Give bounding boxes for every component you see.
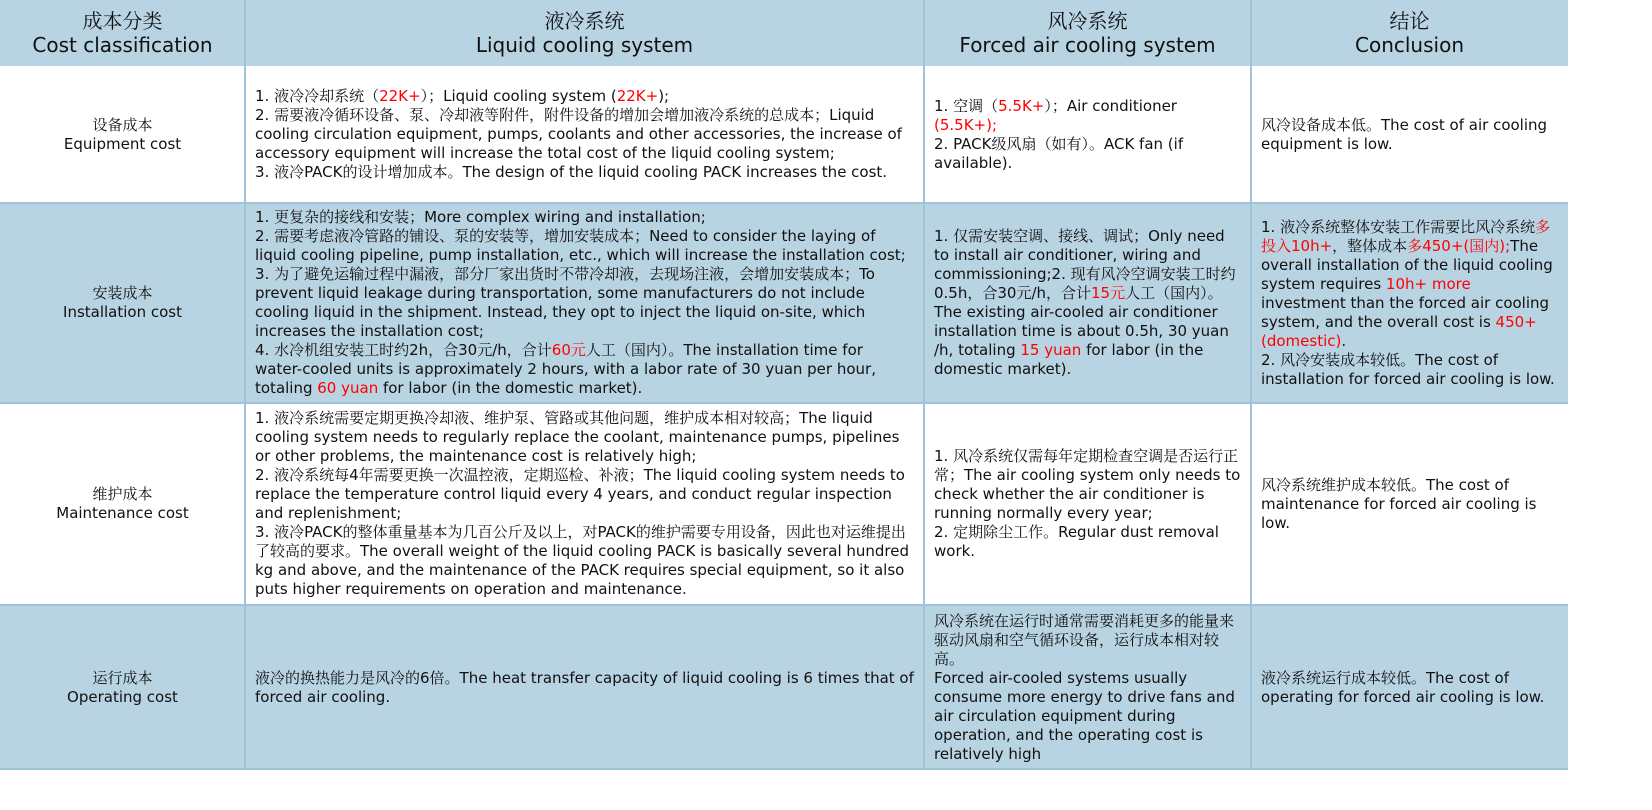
liquid-cell-maintenance bbox=[245, 403, 924, 605]
air-maintenance-line-2: 2. 定期除尘工作。Regular dust removal work. bbox=[934, 523, 1219, 560]
liquid-maintenance-line-3: 3. 液冷PACK的整体重量基本为几百公斤及以上，对PACK的维护需要专用设备，因此也对运维提出了较高的要求。The overall weight of the liquid cooling PACK is basically several hundred kg and above, and the maintenance of the PACK requires special equipment, so it also puts higher requirements on operation and maintenance. bbox=[255, 523, 910, 598]
category-en: Installation cost bbox=[63, 303, 182, 321]
highlight-value: 22K+ bbox=[616, 87, 659, 105]
conclusion-cell-installation bbox=[1251, 203, 1568, 403]
liquid-installation-line-1: 1. 更复杂的接线和安装；More complex wiring and installation; bbox=[255, 208, 706, 226]
column-divider bbox=[923, 0, 925, 770]
air-cell-operating bbox=[924, 605, 1251, 770]
liquid-equipment-line-3: 3. 液冷PACK的设计增加成本。The design of the liquid cooling PACK increases the cost. bbox=[255, 163, 888, 181]
text-segment: investment than the forced air cooling system, and the overall cost is bbox=[1261, 293, 1550, 331]
highlight-value: (5.5K+); bbox=[934, 115, 998, 134]
category-en: Maintenance cost bbox=[56, 504, 189, 522]
highlight-value: 5.5K+ bbox=[998, 96, 1045, 115]
conclusion-cell-equipment bbox=[1251, 66, 1568, 203]
text-segment: 4. 水冷机组安装工时约2h，合30元/h，合计 bbox=[255, 341, 552, 359]
liquid-maintenance-line-1: 1. 液冷系统需要定期更换冷却液、维护泵、管路或其他问题，维护成本相对较高；The liquid cooling system needs to regularly replace the coolant, maintenance pumps, pipelines or other problems, the maintenance cost is relatively high; bbox=[255, 409, 900, 465]
air-cell-maintenance bbox=[924, 403, 1251, 605]
liquid-operating-text: 液冷的换热能力是风冷的6倍。The heat transfer capacity of liquid cooling is 6 times that of forced air cooling. bbox=[255, 668, 914, 706]
liquid-installation-line-3: 3. 为了避免运输过程中漏液，部分厂家出货时不带冷却液，去现场注液，会增加安装成本；To prevent liquid leakage during transportation, some manufacturers do not include cooling liquid in the shipment. Instead, they opt to inject the liquid on-site, which increases the installation cost; bbox=[255, 265, 875, 340]
text-segment: 人工（国内）。The installation time for water-cooled units is approximately 2 hours, with a labor rate of 30 yuan per hour, totaling bbox=[255, 341, 876, 397]
liquid-cell-equipment bbox=[245, 66, 924, 203]
text-segment: ); bbox=[658, 87, 670, 105]
column-divider bbox=[1250, 0, 1252, 770]
category-zh: 维护成本 bbox=[92, 485, 153, 503]
liquid-cell-operating bbox=[245, 605, 924, 770]
header-category-zh: 成本分类 bbox=[82, 9, 163, 33]
highlight-value: 15 yuan bbox=[1020, 341, 1082, 359]
header-liquid-en: Liquid cooling system bbox=[475, 33, 694, 57]
header-conclusion-zh: 结论 bbox=[1389, 9, 1430, 33]
header-conclusion bbox=[1251, 0, 1568, 66]
category-cell-installation bbox=[0, 203, 245, 403]
air-equipment-line-2: 2. PACK级风扇（如有）。ACK fan (if available). bbox=[934, 134, 1184, 172]
text-segment: ）；Liquid cooling system ( bbox=[420, 87, 617, 105]
row-divider bbox=[0, 604, 1568, 606]
air-installation-text bbox=[934, 227, 1241, 379]
text-segment: 1. 仅需安装空调、接线、调试；Only need to install air conditioner, wiring and commissioning;2. 现有风冷空调安装工时约0.5h，合30元/h，合计 bbox=[934, 227, 1236, 302]
text-segment: 1. 空调（ bbox=[934, 96, 999, 115]
conclusion-installation-line-1 bbox=[1261, 218, 1558, 351]
conclusion-cell-operating bbox=[1251, 605, 1568, 770]
highlight-value: 60元 bbox=[551, 341, 586, 359]
highlight-value: 15元 bbox=[1091, 284, 1126, 302]
highlight-value: 多450+(国内); bbox=[1407, 236, 1511, 255]
conclusion-operating-text: 液冷系统运行成本较低。The cost of operating for forced air cooling is low. bbox=[1261, 668, 1545, 706]
conclusion-maintenance-text: 风冷系统维护成本较低。The cost of maintenance for forced air cooling is low. bbox=[1261, 475, 1537, 532]
row-divider bbox=[0, 202, 1568, 204]
highlight-value: 22K+ bbox=[379, 87, 421, 105]
header-category bbox=[0, 0, 245, 66]
liquid-cell-installation bbox=[245, 203, 924, 403]
text-segment: 1. 液冷系统整体安装工作需要比风冷系统 bbox=[1261, 217, 1536, 236]
category-cell-equipment bbox=[0, 66, 245, 203]
liquid-equipment-line-2: 2. 需要液冷循环设备、泵、冷却液等附件，附件设备的增加会增加液冷系统的总成本；Liquid cooling circulation equipment, pumps, coolants and other accessories, the increase of accessory equipment will increase the total cost of the liquid cooling system; bbox=[255, 106, 902, 162]
header-air-en: Forced air cooling system bbox=[959, 33, 1216, 57]
header-liquid bbox=[245, 0, 924, 66]
category-zh: 运行成本 bbox=[92, 668, 153, 687]
air-cell-installation bbox=[924, 203, 1251, 403]
row-divider bbox=[0, 402, 1568, 404]
air-cell-equipment bbox=[924, 66, 1251, 203]
header-category-en: Cost classification bbox=[32, 33, 213, 57]
air-maintenance-line-1: 1. 风冷系统仅需每年定期检查空调是否运行正常；The air cooling system only needs to check whether the air conditioner is running normally every year; bbox=[934, 447, 1241, 522]
text-segment: for labor (in the domestic market). bbox=[934, 341, 1204, 378]
table-header-row bbox=[0, 0, 1568, 68]
table-row-equipment bbox=[0, 66, 1568, 203]
table-row-installation bbox=[0, 203, 1568, 403]
air-operating-line-2: Forced air-cooled systems usually consume more energy to drive fans and air circulation equipment during operation, and the operating cost is relatively high bbox=[934, 668, 1235, 763]
category-en: Operating cost bbox=[67, 687, 178, 706]
liquid-installation-line-4 bbox=[255, 341, 914, 398]
category-zh: 设备成本 bbox=[92, 115, 153, 134]
highlight-value: 450+(domestic) bbox=[1261, 312, 1537, 350]
conclusion-equipment-text: 风冷设备成本低。The cost of air cooling equipment is low. bbox=[1261, 115, 1548, 153]
text-segment: 人工（国内）。The existing air-cooled air conditioner installation time is about 0.5h, 30 yuan /h, totaling bbox=[934, 284, 1229, 359]
row-divider bbox=[0, 768, 1568, 770]
category-cell-maintenance bbox=[0, 403, 245, 605]
text-segment: ）；Air conditioner bbox=[1044, 96, 1177, 115]
category-cell-operating bbox=[0, 605, 245, 770]
highlight-value: 60 yuan bbox=[317, 379, 379, 397]
header-liquid-zh: 液冷系统 bbox=[544, 9, 625, 33]
highlight-value: 10h+ more bbox=[1385, 274, 1471, 293]
air-operating-line-1: 风冷系统在运行时通常需要消耗更多的能量来驱动风扇和空气循环设备，运行成本相对较高。 bbox=[934, 611, 1235, 668]
text-segment: for labor (in the domestic market). bbox=[378, 379, 643, 397]
header-conclusion-en: Conclusion bbox=[1355, 33, 1464, 57]
category-en: Equipment cost bbox=[63, 134, 182, 153]
table-row-operating bbox=[0, 605, 1568, 770]
text-segment: 1. 液冷冷却系统（ bbox=[255, 87, 380, 105]
text-segment: The overall installation of the liquid cooling system requires bbox=[1261, 236, 1553, 293]
liquid-equipment-line-1 bbox=[255, 87, 914, 106]
text-segment: ，整体成本 bbox=[1332, 236, 1408, 255]
table-row-maintenance bbox=[0, 403, 1568, 605]
conclusion-cell-maintenance bbox=[1251, 403, 1568, 605]
text-segment: . bbox=[1341, 331, 1347, 350]
column-divider bbox=[244, 0, 246, 770]
highlight-value: 多投入10h+ bbox=[1261, 217, 1551, 255]
header-air bbox=[924, 0, 1251, 66]
header-air-zh: 风冷系统 bbox=[1047, 9, 1128, 33]
air-equipment-line-1 bbox=[934, 97, 1241, 135]
liquid-maintenance-line-2: 2. 液冷系统每4年需要更换一次温控液，定期巡检、补液；The liquid cooling system needs to replace the temperature control liquid every 4 years, and conduct regular inspection and replenishment; bbox=[255, 466, 905, 522]
liquid-installation-line-2: 2. 需要考虑液冷管路的铺设、泵的安装等，增加安装成本；Need to consider the laying of liquid cooling pipeline, pump installation, etc., which will increase the installation cost; bbox=[255, 227, 906, 264]
category-zh: 安装成本 bbox=[92, 284, 153, 302]
conclusion-installation-line-2: 2. 风冷安装成本较低。The cost of installation for forced air cooling is low. bbox=[1261, 350, 1555, 388]
